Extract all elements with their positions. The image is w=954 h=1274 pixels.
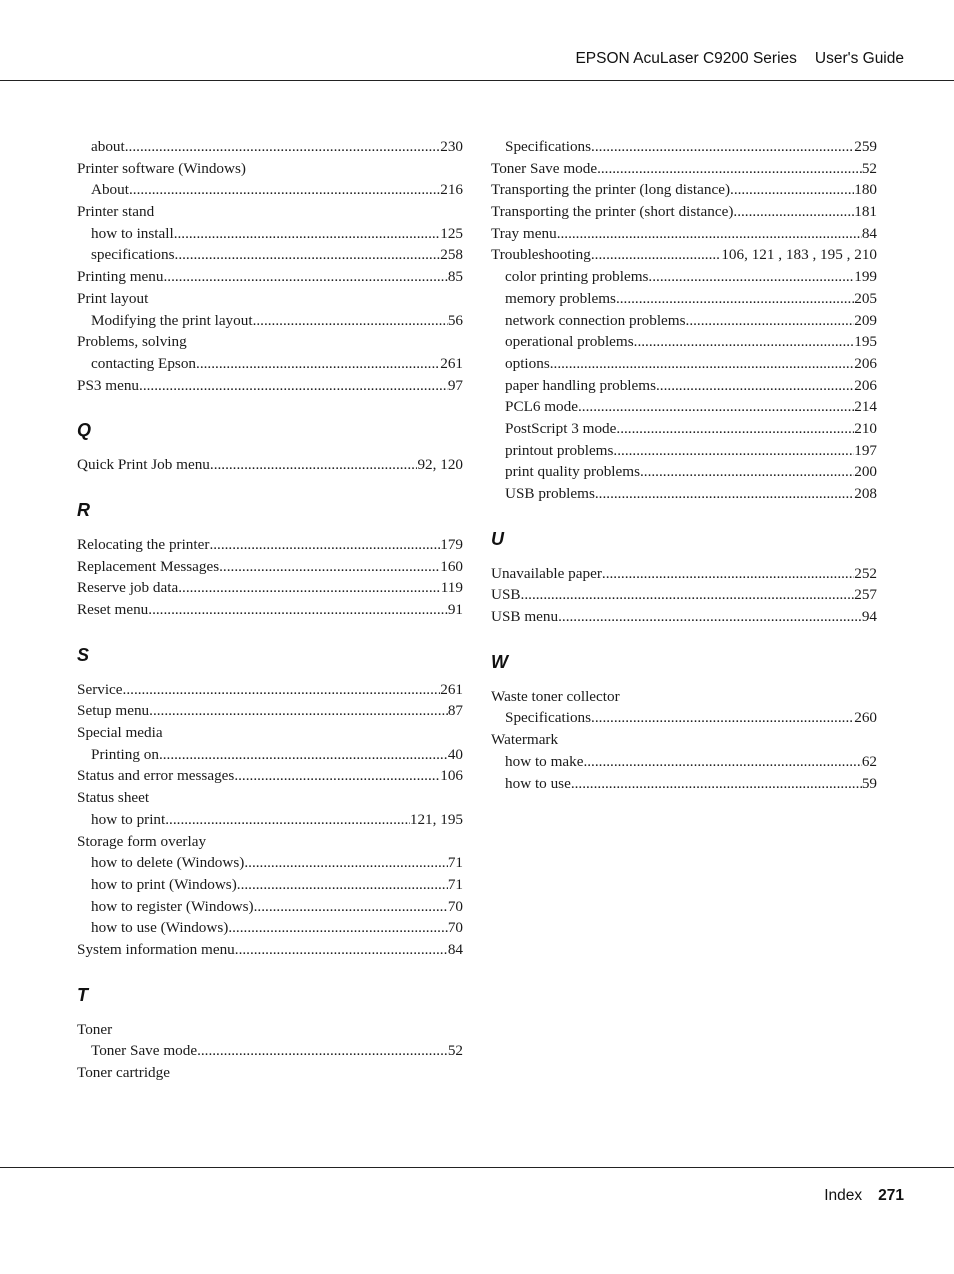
entry-page-link[interactable]: 84 [861,224,877,242]
index-entry [77,700,463,722]
dot-leader [148,599,448,621]
dot-leader [733,201,854,223]
index-entry [77,375,463,397]
index-subentry [77,917,463,939]
index-column-left [77,136,463,1084]
entry-page-link[interactable]: 205 [854,289,877,307]
entry-term: Replacement Messages [77,557,220,575]
entry-page-link[interactable]: 179 [440,535,463,553]
entry-term: Toner cartridge [77,1064,170,1081]
entry-term: PS3 menu [77,376,140,394]
entry-term: memory problems [505,289,616,307]
dot-leader [165,809,410,831]
entry-page-link[interactable]: 181 [854,203,877,221]
entry-term: Reserve job data [77,579,179,597]
entry-page-link[interactable]: 97 [447,376,463,394]
running-header [575,50,904,68]
index-letter-heading: R [77,499,90,520]
entry-term: specifications [91,246,175,264]
index-letter-heading: T [77,984,88,1005]
entry-term: options [505,354,550,372]
index-column-right [491,136,877,794]
index-entry [491,244,877,266]
entry-term: Printing on [91,745,159,763]
entry-term: Status and error messages [77,767,235,785]
index-subentry [77,896,463,918]
footer-rule [0,1167,954,1168]
index-subentry [491,288,877,310]
entry-page-link[interactable]: 214 [854,398,877,416]
entry-term: how to delete (Windows) [91,854,245,872]
dot-leader [234,765,440,787]
dot-leader [129,179,440,201]
dot-leader [730,179,854,201]
index-subentry [491,418,877,440]
dot-leader [550,353,854,375]
entry-page-link[interactable]: 206 [854,354,877,372]
index-entry [77,577,463,599]
index-subentry [77,874,463,896]
index-entry [77,534,463,556]
entry-term: Toner Save mode [91,1042,198,1060]
entry-term: Toner Save mode [491,159,598,177]
entry-term: Tray menu [491,224,557,242]
entry-page-link[interactable]: 85 [447,268,463,286]
dot-leader [125,136,440,158]
entry-term: how to make [505,752,584,770]
index-entry [491,179,877,201]
footer-section: Index [824,1187,863,1204]
dot-leader [591,244,721,266]
entry-page-link[interactable]: 106 [440,767,463,785]
dot-leader [602,563,854,585]
entry-page-link[interactable]: 180 [854,181,877,199]
index-subentry [77,223,463,245]
entry-page-link[interactable]: 52 [447,1042,463,1060]
index-subentry [491,440,877,462]
header-rule [0,80,954,81]
dot-leader [149,700,448,722]
entry-term: Status sheet [77,789,150,807]
entry-page-link[interactable]: 70 [447,897,463,915]
entry-page-link[interactable]: 160 [440,557,463,575]
entry-term: how to register (Windows) [91,897,254,915]
entry-page-link[interactable]: 84 [447,940,463,958]
entry-term: Unavailable paper [491,564,602,582]
index-entry [77,201,463,223]
index-subentry [77,1040,463,1062]
entry-term: Printer software (Windows) [77,159,246,177]
index-subentry [491,396,877,418]
running-footer [824,1187,904,1205]
index-letter-heading: Q [77,420,92,441]
index-entry [77,331,463,353]
index-subentry [491,707,877,729]
dot-leader [656,375,854,397]
entry-page-link[interactable]: 216 [440,181,463,199]
entry-page-link[interactable]: 91 [447,601,463,618]
entry-term: how to use [505,774,571,792]
dot-leader [254,896,448,918]
entry-term: color printing problems [505,268,649,286]
dot-leader [139,375,448,397]
entry-page-link[interactable]: 119 [440,579,463,597]
dot-leader [558,606,862,628]
dot-leader [209,534,440,556]
entry-term: Specifications [505,138,592,155]
dot-leader [123,679,441,701]
entry-term: network connection problems [505,311,686,329]
index-subentry [491,751,877,773]
entry-page-link[interactable]: 261 [440,354,463,372]
dot-leader [640,461,854,483]
entry-page-link[interactable]: 260 [854,709,877,727]
dot-leader [557,223,862,245]
index-subentry [491,483,877,505]
entry-page-link[interactable]: 59 [861,774,877,792]
index-entry [491,686,877,708]
dot-leader [237,874,448,896]
index-subentry [77,809,463,831]
entry-term: Transporting the printer (short distance) [491,203,734,221]
index-entry [77,599,463,621]
entry-term: Storage form overlay [77,832,207,850]
dot-leader [634,331,855,353]
entry-term: Quick Print Job menu [77,456,210,474]
index-letter-heading: S [77,644,90,665]
dot-leader [648,266,854,288]
entry-term: Troubleshooting [491,246,591,264]
entry-page-link[interactable]: 106, 121 , 183 , 195 , 210 [721,246,877,264]
entry-term: PCL6 mode [505,398,578,416]
entry-term: operational problems [505,333,634,351]
entry-page-link[interactable]: 261 [440,680,463,698]
index-letter-heading: U [491,528,504,549]
entry-term: System information menu [77,940,235,958]
dot-leader [228,917,447,939]
dot-leader [591,136,854,158]
index-subentry [77,744,463,766]
entry-term: how to print [91,810,166,828]
entry-page-link[interactable]: 230 [440,138,463,155]
index-subentry [77,852,463,874]
dot-leader [583,751,861,773]
dot-leader [244,852,447,874]
entry-page-link[interactable]: 71 [447,854,463,872]
entry-page-link[interactable]: 125 [440,224,463,242]
entry-page-link[interactable]: 206 [854,376,877,394]
index-subentry [491,310,877,332]
index-entry [77,1019,463,1041]
entry-page-link[interactable]: 94 [861,608,877,626]
entry-term: paper handling problems [505,376,656,394]
index-subentry [77,179,463,201]
index-subentry [491,266,877,288]
index-subentry [491,461,877,483]
dot-leader [174,223,441,245]
index-entry [77,679,463,701]
entry-term: Service [77,680,123,698]
dot-leader [159,744,448,766]
index-subentry [491,136,877,158]
entry-term: how to use (Windows) [91,919,229,937]
entry-page-link[interactable]: 52 [861,159,877,177]
dot-leader [571,773,862,795]
dot-leader [210,454,418,476]
index-entry [491,223,877,245]
entry-term: Print layout [77,289,149,307]
index-subentry [77,353,463,375]
entry-page-link[interactable]: 257 [854,586,877,604]
entry-page-link[interactable]: 56 [447,311,463,329]
dot-leader [613,440,854,462]
entry-page-link[interactable]: 62 [861,752,877,770]
index-entry [77,288,463,310]
dot-leader [178,577,441,599]
entry-term: about [91,138,125,155]
index-subentry [491,331,877,353]
entry-page-link[interactable]: 210 [854,419,877,437]
entry-page-link[interactable]: 252 [854,564,877,582]
entry-term: Modifying the print layout [91,311,253,329]
index-subentry [491,773,877,795]
entry-term: USB [491,586,521,604]
dot-leader [235,939,448,961]
product-title: EPSON AcuLaser C9200 Series [575,50,797,67]
index-subentry [491,353,877,375]
dot-leader [197,1040,448,1062]
index-entry [77,454,463,476]
index-entry [491,729,877,751]
dot-leader [686,310,855,332]
entry-term: print quality problems [505,463,640,481]
dot-leader [597,158,862,180]
index-entry [77,158,463,180]
entry-term: Reset menu [77,601,149,618]
index-entry [77,1062,463,1084]
dot-leader [196,353,440,375]
index-entry [491,158,877,180]
entry-page-link[interactable]: 195 [854,333,877,351]
index-entry [491,201,877,223]
entry-term: Watermark [491,731,559,749]
entry-term: Transporting the printer (long distance) [491,181,731,199]
entry-page-link[interactable]: 197 [854,441,877,459]
entry-term: how to install [91,224,174,242]
entry-term: Toner [77,1020,113,1038]
index-entry [77,831,463,853]
entry-term: Waste toner collector [491,687,620,705]
entry-term: Problems, solving [77,333,187,351]
entry-term: contacting Epson [91,354,197,372]
entry-term: Special media [77,724,163,742]
entry-term: Relocating the printer [77,535,210,553]
index-subentry [77,244,463,266]
entry-term: About [91,181,129,199]
dot-leader [578,396,854,418]
entry-term: Specifications [505,709,592,727]
entry-page-link[interactable]: 258 [440,246,463,264]
entry-page-link[interactable]: 199 [854,268,877,286]
entry-term: Setup menu [77,702,150,720]
dot-leader [595,483,854,505]
dot-leader [175,244,441,266]
index-entry [77,266,463,288]
entry-page-link[interactable]: 70 [447,919,463,937]
entry-term: PostScript 3 mode [505,419,617,437]
index-entry [491,584,877,606]
entry-page-link[interactable]: 87 [447,702,463,720]
entry-page-link[interactable]: 209 [854,311,877,329]
dot-leader [521,584,855,606]
dot-leader [591,707,854,729]
entry-term: USB problems [505,485,595,502]
entry-term: how to print (Windows) [91,875,237,893]
index-entry [77,939,463,961]
entry-page-link[interactable]: 71 [447,875,463,893]
entry-page-link[interactable]: 208 [854,485,877,502]
page-number: 271 [878,1187,904,1204]
entry-page-link[interactable]: 259 [854,138,877,155]
index-subentry [77,310,463,332]
index-entry [77,765,463,787]
entry-term: printout problems [505,441,614,459]
index-subentry [491,375,877,397]
dot-leader [163,266,447,288]
index-entry [77,556,463,578]
dot-leader [616,288,854,310]
entry-page-link[interactable]: 121, 195 [409,810,463,828]
index-subentry [77,136,463,158]
index-letter-heading: W [491,651,508,672]
entry-page-link[interactable]: 92, 120 [417,456,463,474]
entry-page-link[interactable]: 40 [447,745,463,763]
index-entry [77,787,463,809]
entry-term: Printer stand [77,203,155,221]
dot-leader [219,556,440,578]
index-entry [491,563,877,585]
entry-term: USB menu [491,608,559,626]
dot-leader [616,418,854,440]
index-entry [77,722,463,744]
entry-page-link[interactable]: 200 [854,463,877,481]
index-entry [491,606,877,628]
dot-leader [253,310,448,332]
entry-term: Printing menu [77,268,164,286]
guide-title: User's Guide [814,50,904,67]
